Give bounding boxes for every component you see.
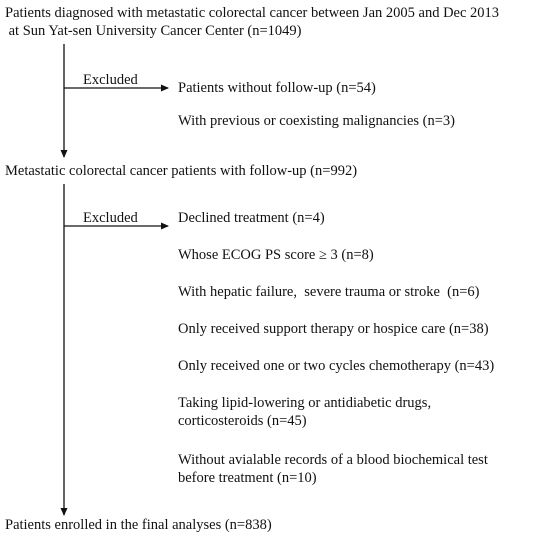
bottom-box: Patients enrolled in the final analyses (n=838) — [5, 517, 272, 533]
exclusion-item: With previous or coexisting malignancies (n=3) — [178, 113, 455, 129]
exclusion-item: With hepatic failure, severe trauma or stroke (n=6) — [178, 284, 480, 300]
top-box-line-1: Patients diagnosed with metastatic colorectal cancer between Jan 2005 and Dec 2013 — [5, 5, 500, 21]
exclusion-item: Only received support therapy or hospice care (n=38) — [178, 321, 489, 337]
excluded-label-2: Excluded — [83, 210, 138, 226]
excluded-label-1: Excluded — [83, 72, 138, 88]
exclusion-item: Declined treatment (n=4) — [178, 210, 325, 226]
middle-box: Metastatic colorectal cancer patients with follow-up (n=992) — [5, 163, 358, 179]
exclusion-item: Without avialable records of a blood biochemical test before treatment (n=10) — [178, 452, 488, 486]
top-box-line-2: at Sun Yat-sen University Cancer Center (n=1049) — [5, 23, 302, 39]
exclusion-item: Whose ECOG PS score ≥ 3 (n=8) — [178, 247, 374, 263]
exclusion-item: Patients without follow-up (n=54) — [178, 80, 376, 96]
exclusion-item: Only received one or two cycles chemotherapy (n=43) — [178, 358, 495, 374]
exclusion-item: Taking lipid-lowering or antidiabetic drugs, corticosteroids (n=45) — [178, 395, 432, 429]
